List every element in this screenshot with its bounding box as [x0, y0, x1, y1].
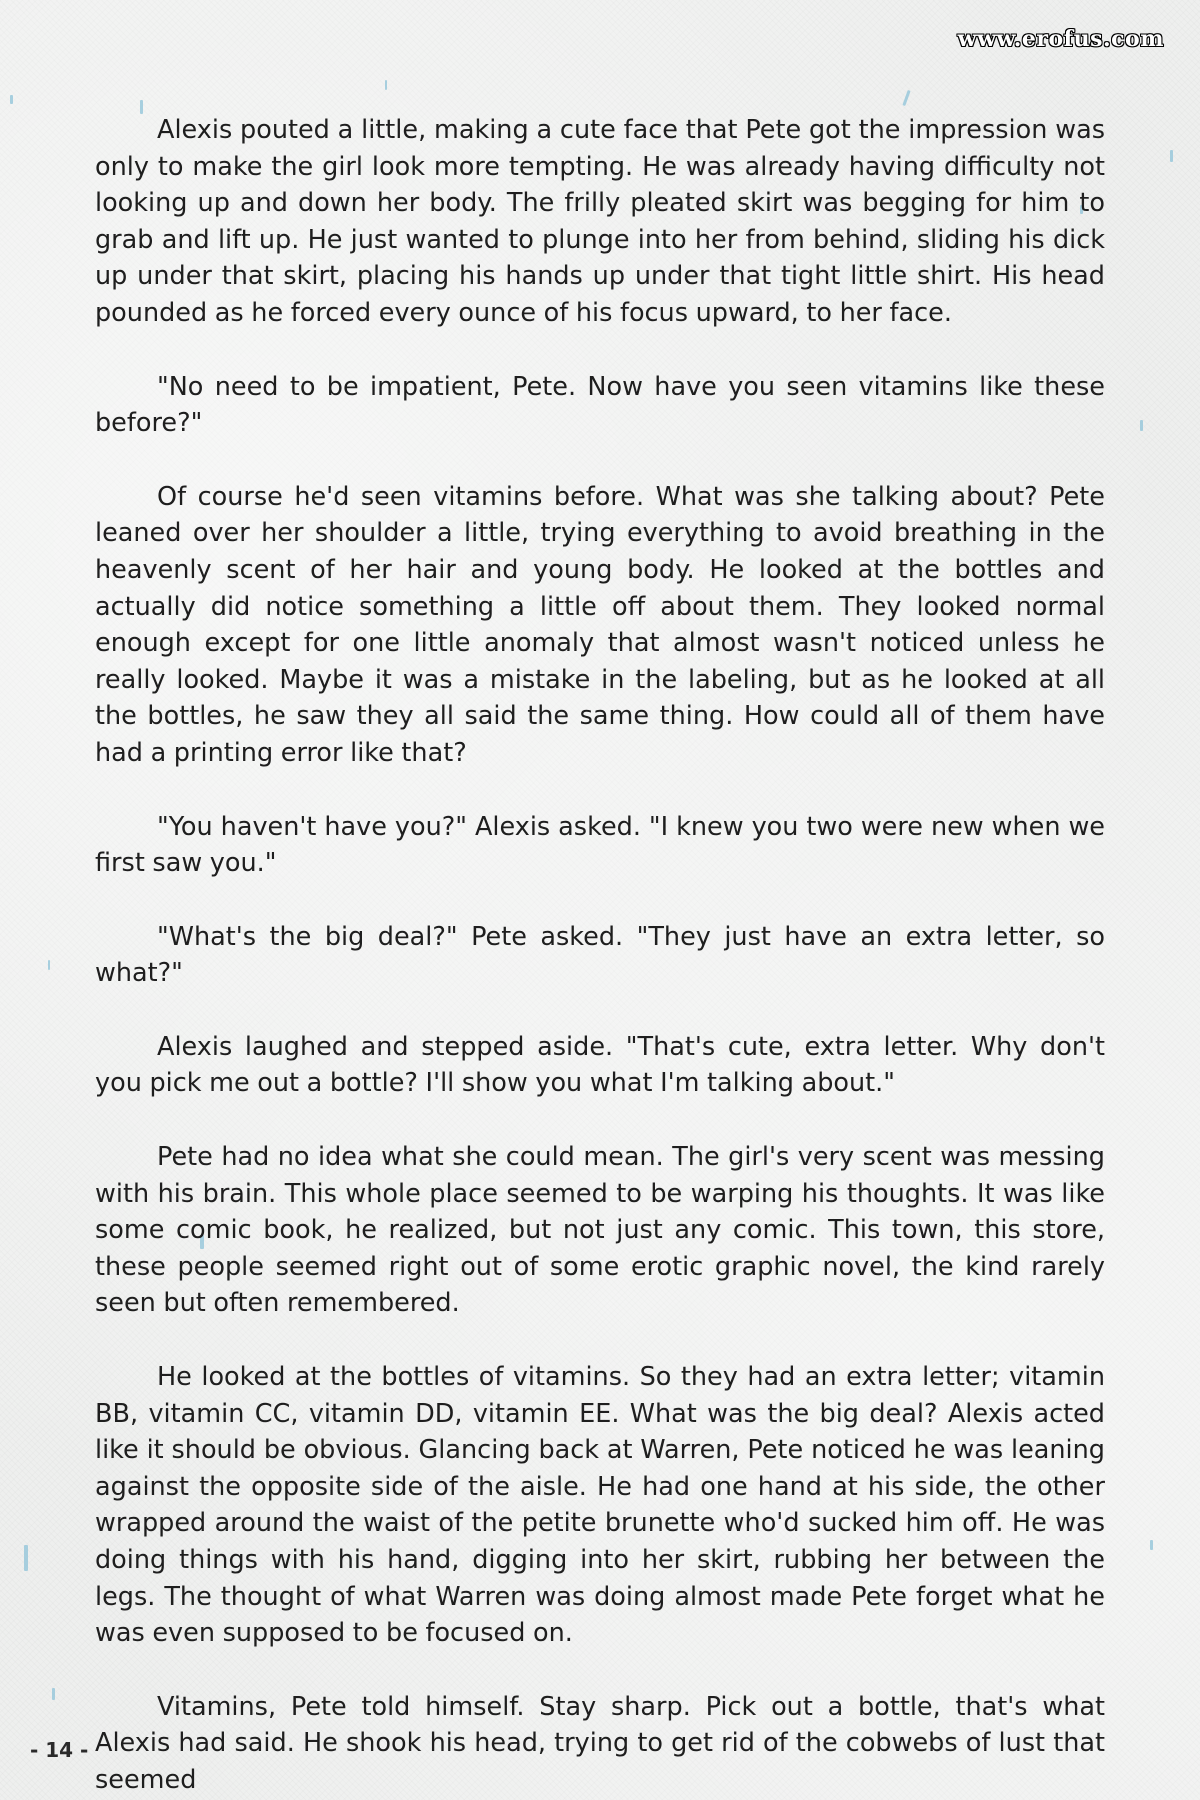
paper-speck — [52, 1688, 55, 1700]
paper-speck — [385, 80, 387, 90]
paragraph: "You haven't have you?" Alexis asked. "I knew you two were new when we first saw you." — [95, 811, 1105, 879]
paragraph: Pete had no idea what she could mean. The girl's very scent was messing with his brain. This whole place seemed to be warping his thoughts. It was like some comic book, he realized, but not just any comic. This town, this store, these people seemed right out of some erotic graphic novel, the kind rarely seen but often remembered. — [95, 1142, 1105, 1319]
page-number: - 14 - — [30, 1738, 89, 1762]
paragraph: Vitamins, Pete told himself. Stay sharp. Pick out a bottle, that's what Alexis had said. He shook his head, trying to get rid of the cobwebs of lust that seemed — [95, 1691, 1105, 1795]
paper-speck — [24, 1545, 28, 1571]
paper-speck — [1140, 420, 1143, 431]
paragraph: He looked at the bottles of vitamins. So they had an extra letter; vitamin BB, vitamin CC, vitamin DD, vitamin EE. What was the big deal? Alexis acted like it should be obvious. Glancing back at Warren, Pete noticed he was leaning against the opposite side of the aisle. He had one hand at his side, the other wrapped around the waist of the petite brunette who'd sucked him off. He was doing things with his hand, digging into her skirt, rubbing her between the legs. The thought of what Warren was doing almost made Pete forget what he was even supposed to be focused on. — [95, 1362, 1105, 1649]
story-text — [95, 112, 1105, 1799]
paper-speck — [1150, 1540, 1153, 1550]
paper-speck — [10, 95, 13, 104]
paragraph: "No need to be impatient, Pete. Now have you seen vitamins like these before?" — [95, 371, 1105, 439]
paragraph: "What's the big deal?" Pete asked. "They just have an extra letter, so what?" — [95, 921, 1105, 989]
paragraph: Alexis pouted a little, making a cute face that Pete got the impression was only to make the girl look more tempting. He was already having difficulty not looking up and down her body. The frilly pleated skirt was begging for him to grab and lift up. He just wanted to plunge into her from behind, sliding his dick up under that skirt, placing his hands up under that tight little shirt. His head pounded as he forced every ounce of his focus upward, to her face. — [95, 115, 1105, 328]
paragraph: Of course he'd seen vitamins before. What was she talking about? Pete leaned over her shoulder a little, trying everything to avoid breathing in the heavenly scent of her hair and young body. He looked at the bottles and actually did notice something a little off about them. They looked normal enough except for one little anomaly that almost wasn't noticed unless he really looked. Maybe it was a mistake in the labeling, but as he looked at all the bottles, he saw they all said the same thing. How could all of them have had a printing error like that? — [95, 481, 1105, 768]
paper-speck — [48, 960, 50, 970]
site-watermark: www.erofus.com — [957, 26, 1164, 52]
paper-speck — [1170, 150, 1173, 162]
paragraph: Alexis laughed and stepped aside. "That's cute, extra letter. Why don't you pick me out a bottle? I'll show you what I'm talking about." — [95, 1031, 1105, 1099]
paper-speck — [902, 90, 910, 106]
